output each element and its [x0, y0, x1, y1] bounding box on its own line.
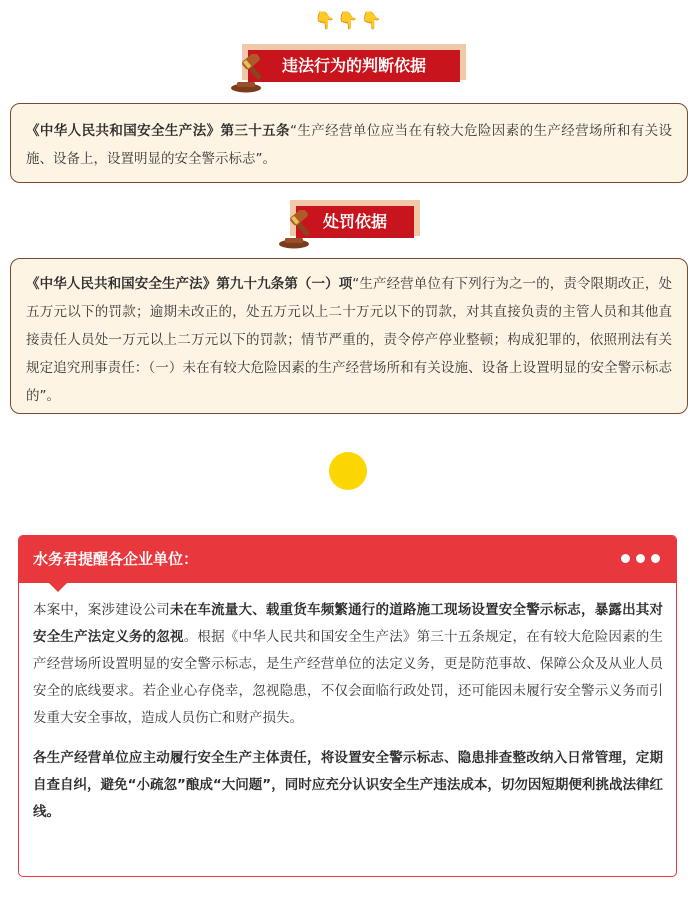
- bold-run: 各生产经营单位应主动履行安全生产主体责任，将设置安全警示标志、隐患排查整改纳入日常管理，定期自查自纠，避免“小疏忽”酿成“大问题”，同时应充分认识安全生产违法成本，切勿因短期便利挑战法律红线。: [33, 750, 663, 820]
- text-run: 。根据《中华人民共和国安全生产法》第三十五条规定，在有较大危险因素的生产经营场所设置明显的安全警示标志，是生产经营单位的法定义务，更是防范事故、保障公众及从业人员安全的底线要求。若企业心存侥幸，忽视隐患，不仅会面临行政处罚，还可能因未履行安全警示义务而引发重大安全事故，造成人员伤亡和财产损失。: [33, 629, 664, 726]
- section-title-penalty-basis: 处罚依据: [296, 206, 414, 238]
- reminder-paragraph-2: [33, 745, 663, 826]
- pointing-down-icons: [0, 10, 698, 32]
- yellow-dot-decoration: [329, 452, 367, 490]
- reminder-paragraph-1: [33, 597, 663, 732]
- penalty-basis-box: [10, 258, 688, 414]
- violation-basis-box: [10, 103, 688, 183]
- reminder-body: [33, 597, 663, 826]
- section-header-penalty-basis: [276, 200, 422, 250]
- law-text: “生产经营单位应当在有较大危险因素的生产经营场所和有关设施、设备上，设置明显的安全警示标志”。: [26, 123, 672, 167]
- reminder-header: [19, 536, 676, 583]
- pointing-down-icon: 👇👇👇: [314, 11, 384, 31]
- section-header-violation-basis: [228, 44, 468, 94]
- section-title-violation-basis: 违法行为的判断依据: [248, 50, 460, 82]
- text-run: 本案中，案涉建设公司: [33, 602, 170, 618]
- reminder-title: 水务君提醒各企业单位：: [33, 550, 199, 568]
- gavel-icon: [228, 54, 272, 94]
- law-citation: 《中华人民共和国安全生产法》第九十九条第（一）项: [26, 276, 353, 292]
- law-citation: 《中华人民共和国安全生产法》第三十五条: [26, 123, 290, 139]
- law-text: “生产经营单位有下列行为之一的，责令限期改正，处五万元以下的罚款；逾期未改正的，处五万元以上二十万元以下的罚款，对其直接负责的主管人员和其他直接责任人员处一万元以上二万元以下的罚款；情节严重的，责令停产停业整顿；构成犯罪的，依照刑法有关规定追究刑事责任：（一）未在有较大危险因素的生产经营场所和有关设施、设备上设置明显的安全警示标志的”。: [26, 276, 672, 404]
- gavel-icon: [276, 210, 320, 250]
- bold-run: 未在车流量大、载重货车频繁通行的道路施工现场设置安全警示标志，暴露出其对安全生产法定义务的忽视: [33, 602, 663, 645]
- reminder-card: [18, 535, 677, 877]
- more-dots-icon: [621, 551, 660, 565]
- header-pointer: [49, 583, 67, 592]
